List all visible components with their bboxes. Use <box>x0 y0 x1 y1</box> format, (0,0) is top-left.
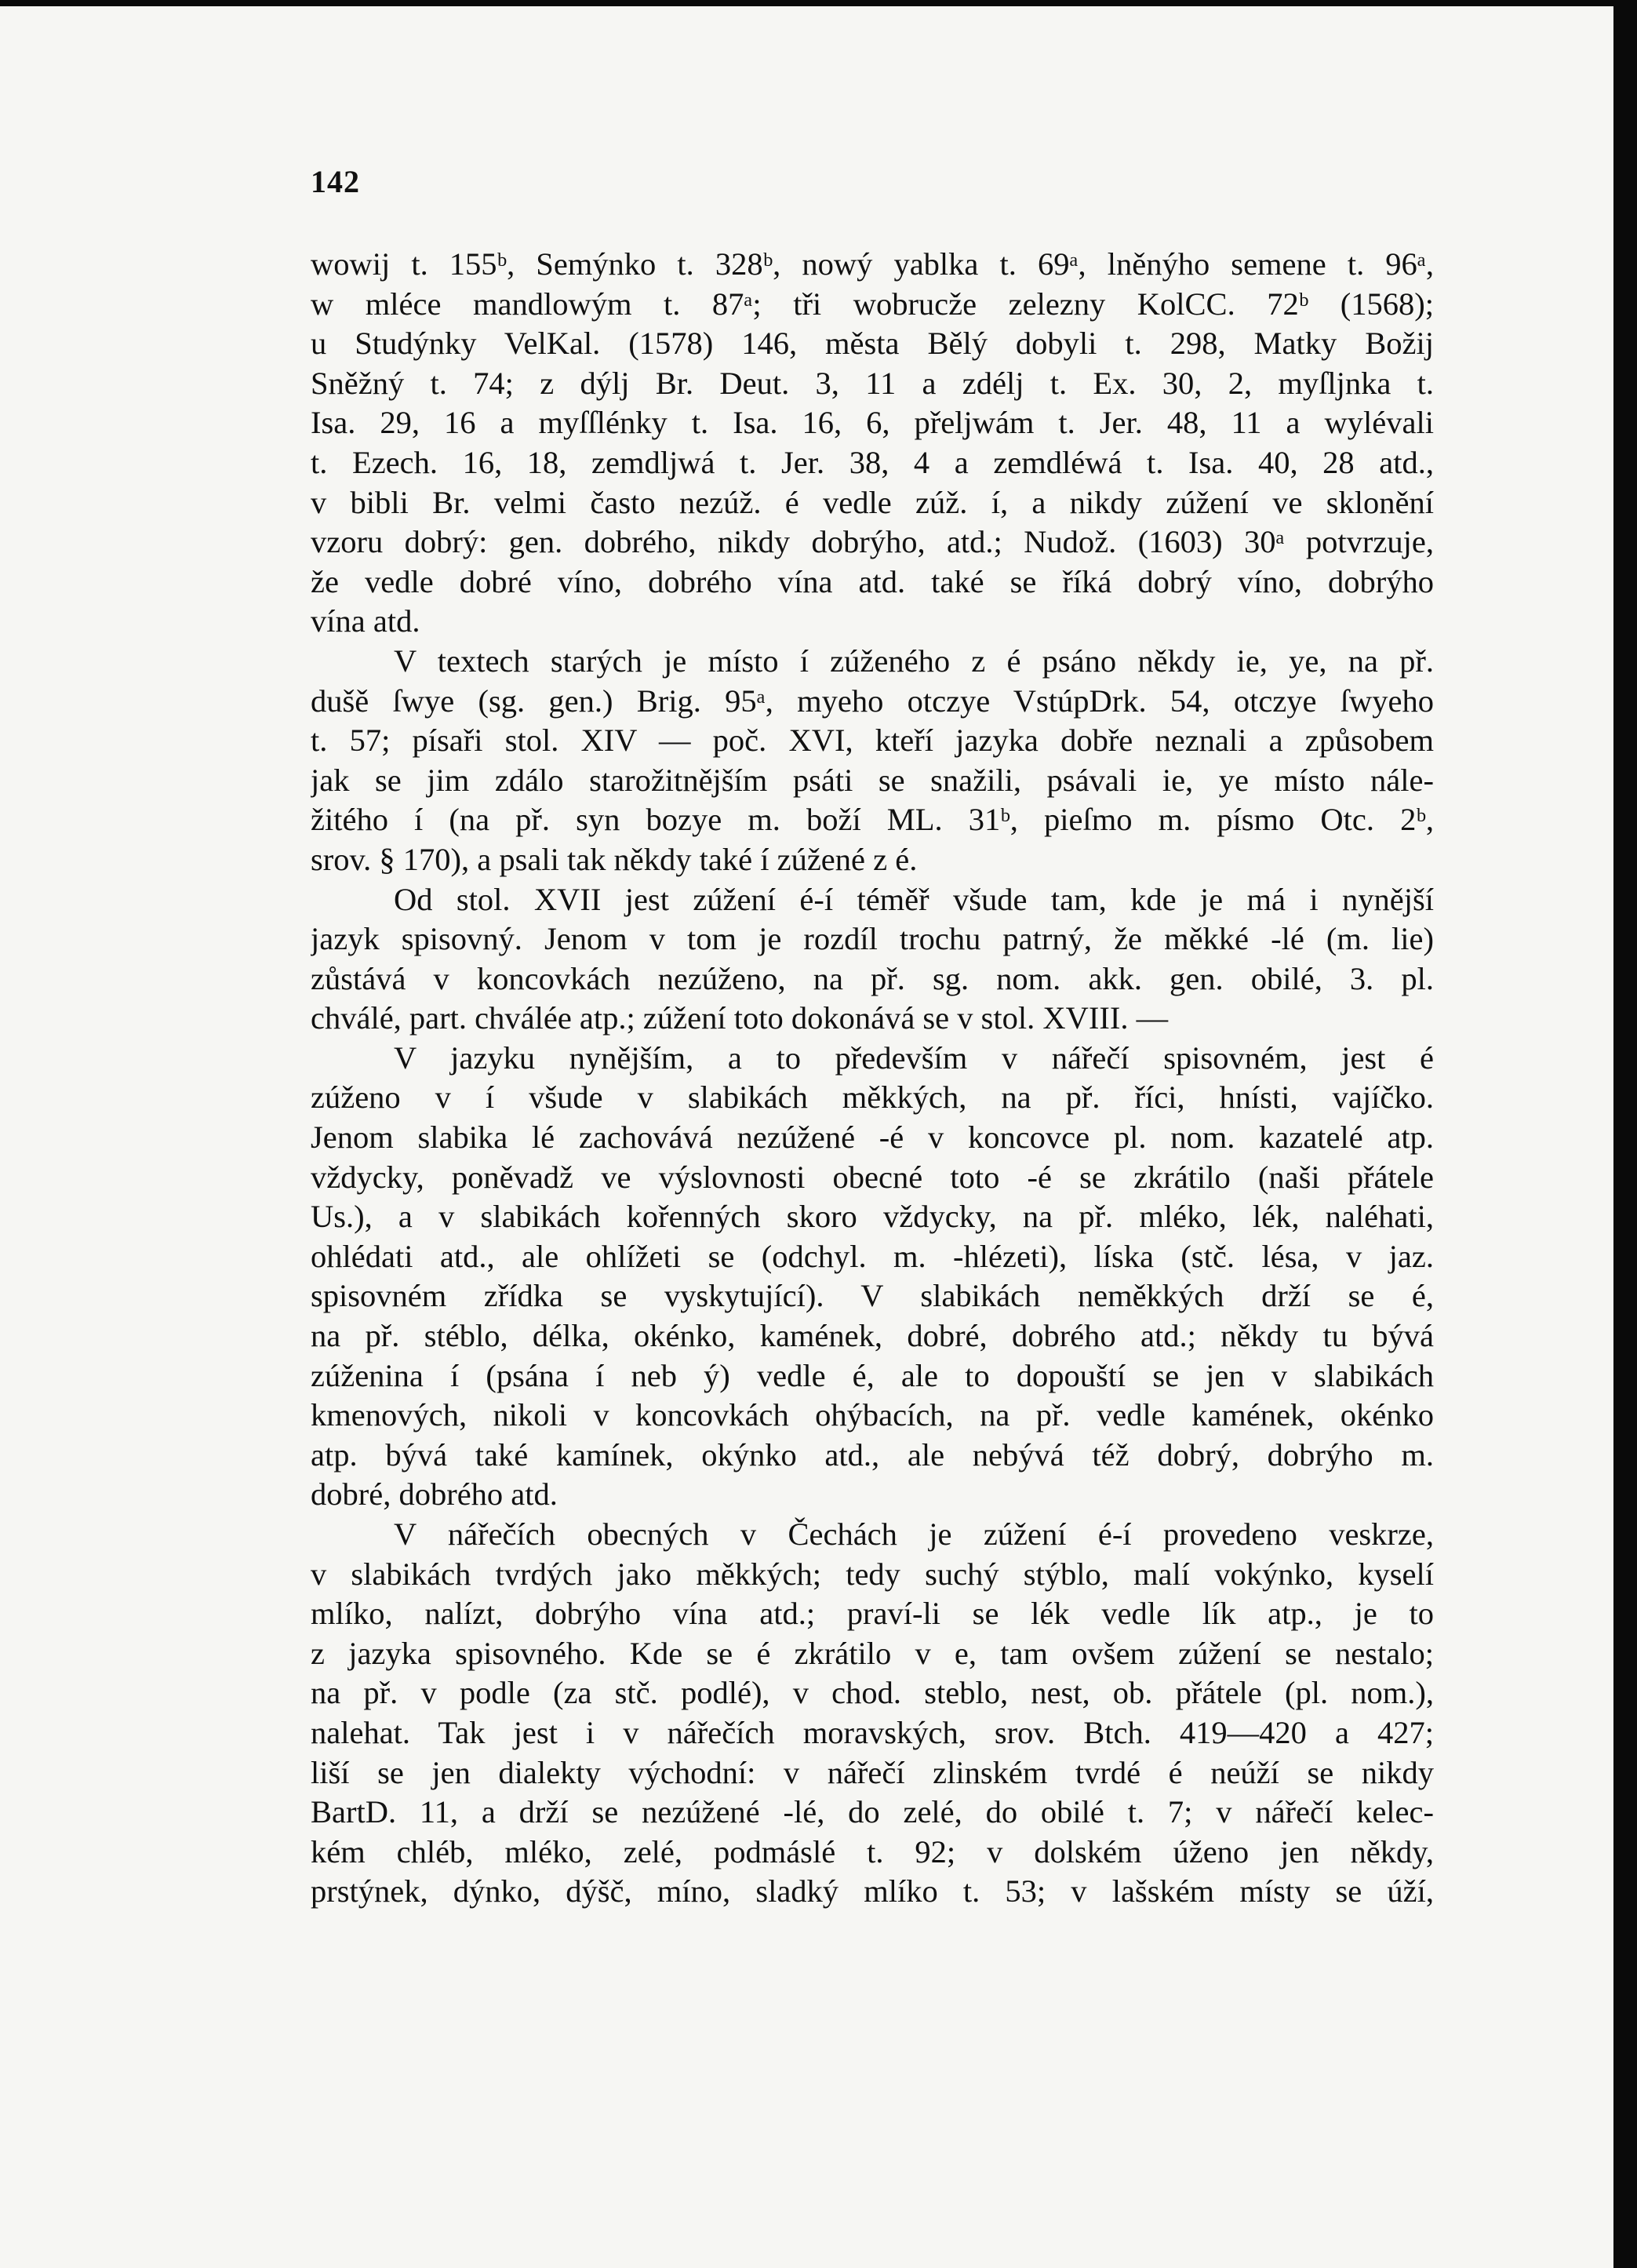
text-line: Isa. 29, 16 a myſſlénky t. Isa. 16, 6, přeljwám t. Jer. 48, 11 a wylévali <box>311 405 1434 441</box>
text-line: t. 57; písaři stol. XIV — poč. XVI, kteří jazyka dobře neznali a způsobem <box>311 723 1434 759</box>
text-line: Sněžný t. 74; z dýlj Br. Deut. 3, 11 a zdélj t. Ex. 30, 2, myſljnka t. <box>311 365 1434 401</box>
page-number: 142 <box>311 164 360 199</box>
text-line: chválé, part. chválée atp.; zúžení toto dokonává se v stol. XVIII. — <box>311 1000 1169 1036</box>
paragraph-start: Od stol. XVII jest zúžení é-í téměř všude tam, kde je má i nynější <box>394 881 1434 917</box>
body-text <box>311 245 1434 1912</box>
text-line: mlíko, nalízt, dobrýho vína atd.; praví-li se lék vedle lík atp., je to <box>311 1596 1434 1632</box>
text-line: dušě ſwye (sg. gen.) Brig. 95ᵃ, myeho otczye VstúpDrk. 54, otczye ſwyeho <box>311 683 1434 719</box>
text-line: kém chléb, mléko, zelé, podmáslé t. 92; v dolském úženo jen někdy, <box>311 1833 1434 1869</box>
text-line: že vedle dobré víno, dobrého vína atd. také se říká dobrý víno, dobrýho <box>311 563 1434 599</box>
text-line: jak se jim zdálo starožitnějším psáti se snažili, psávali ie, ye místo nále- <box>311 762 1434 798</box>
text-line: zůstává v koncovkách nezúženo, na př. sg. nom. akk. gen. obilé, 3. pl. <box>311 960 1434 996</box>
text-line: v slabikách tvrdých jako měkkých; tedy suchý stýblo, malí vokýnko, kyselí <box>311 1556 1434 1592</box>
text-line: na př. v podle (za stč. podlé), v chod. steblo, nest, ob. přátele (pl. nom.), <box>311 1675 1434 1711</box>
text-line: vína atd. <box>311 603 420 639</box>
text-line: spisovném zřídka se vyskytující). V slabikách neměkkých drží se é, <box>311 1278 1434 1314</box>
text-line: Us.), a v slabikách kořenných skoro vždycky, na př. mléko, lék, naléhati, <box>311 1199 1434 1235</box>
text-line: v bibli Br. velmi často nezúž. é vedle zúž. í, a nikdy zúžení ve sklonění <box>311 484 1434 520</box>
text-line: ohlédati atd., ale ohlížeti se (odchyl. m. -hlézeti), líska (stč. lésa, v jaz. <box>311 1238 1434 1274</box>
text-line: liší se jen dialekty východní: v nářečí zlinském tvrdé é neúží se nikdy <box>311 1754 1434 1790</box>
paragraph-start: V textech starých je místo í zúženého z é psáno někdy ie, ye, na př. <box>394 643 1434 679</box>
text-line: u Studýnky VelKal. (1578) 146, města Bělý dobyli t. 298, Matky Božij <box>311 326 1434 362</box>
text-line: vždycky, poněvadž ve výslovnosti obecné toto -é se zkrátilo (naši přátele <box>311 1159 1434 1195</box>
text-line: kmenových, nikoli v koncovkách ohýbacích, na př. vedle kamének, okénko <box>311 1397 1434 1433</box>
text-line: žitého í (na př. syn bozye m. boží ML. 31ᵇ, pieſmo m. písmo Otc. 2ᵇ, <box>311 802 1434 838</box>
text-line: dobré, dobrého atd. <box>311 1476 558 1513</box>
text-line: vzoru dobrý: gen. dobrého, nikdy dobrýho, atd.; Nudož. (1603) 30ᵃ potvrzuje, <box>311 524 1434 560</box>
text-line: prstýnek, dýnko, dýšč, míno, sladký mlíko t. 53; v lašském místy se úží, <box>311 1873 1434 1909</box>
text-line: zúženina í (psána í neb ý) vedle é, ale to dopouští se jen v slabikách <box>311 1357 1434 1393</box>
text-line: nalehat. Tak jest i v nářečích moravských, srov. Btch. 419—420 a 427; <box>311 1714 1434 1750</box>
scan-border-top <box>0 0 1637 6</box>
text-line: z jazyka spisovného. Kde se é zkrátilo v e, tam ovšem zúžení se nestalo; <box>311 1635 1434 1671</box>
text-line: na př. stéblo, délka, okénko, kamének, dobré, dobrého atd.; někdy tu bývá <box>311 1318 1434 1354</box>
text-line: srov. § 170), a psali tak někdy také í zúžené z é. <box>311 841 918 877</box>
text-line: atp. bývá také kamínek, okýnko atd., ale nebývá též dobrý, dobrýho m. <box>311 1436 1434 1473</box>
text-line: Jenom slabika lé zachovává nezúžené -é v koncovce pl. nom. kazatelé atp. <box>311 1119 1434 1156</box>
scan-border-right <box>1613 0 1637 2268</box>
paragraph-start: V jazyku nynějším, a to především v nářečí spisovném, jest é <box>394 1039 1434 1076</box>
text-line: t. Ezech. 16, 18, zemdljwá t. Jer. 38, 4 a zemdléwá t. Isa. 40, 28 atd., <box>311 444 1434 480</box>
text-line: jazyk spisovný. Jenom v tom je rozdíl trochu patrný, že měkké -lé (m. lie) <box>311 921 1434 957</box>
text-line: wowij t. 155ᵇ, Semýnko t. 328ᵇ, nowý yablka t. 69ᵃ, lněnýho semene t. 96ᵃ, <box>311 246 1434 282</box>
text-line: zúženo v í všude v slabikách měkkých, na př. říci, hnísti, vajíčko. <box>311 1079 1434 1116</box>
paragraph-start: V nářečích obecných v Čechách je zúžení é-í provedeno veskrze, <box>394 1516 1434 1552</box>
text-line: w mléce mandlowým t. 87ᵃ; tři wobrucže zelezny KolCC. 72ᵇ (1568); <box>311 286 1434 322</box>
text-line: BartD. 11, a drží se nezúžené -lé, do zelé, do obilé t. 7; v nářečí kelec- <box>311 1794 1434 1830</box>
